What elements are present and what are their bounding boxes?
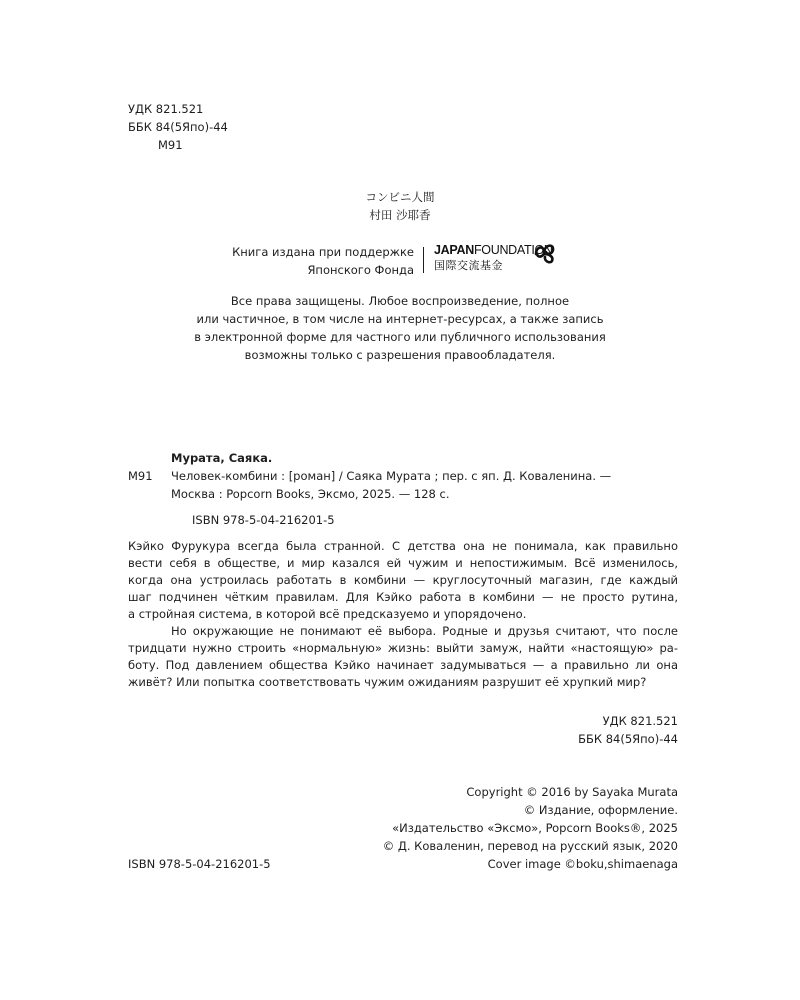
rights-notice (0, 292, 800, 364)
logo-divider (423, 247, 424, 273)
annotation-line: а стройная система, в которой всё предсказуемо и упорядочено. (128, 607, 527, 621)
annotation-line: живёт? Или попытка соответствовать чужим ожиданиям разрушит её хрупкий мир? (128, 675, 647, 689)
bbk-code-right: ББК 84(5Япо)-44 (578, 732, 678, 746)
logo-bold: JAPAN (434, 243, 474, 257)
classification-block (128, 100, 228, 154)
rights-line: в электронной форме для частного или публичного использования (194, 330, 606, 344)
classification-block-right (560, 712, 678, 748)
logo-rest: FOUNDATION (473, 243, 553, 257)
support-note (200, 243, 414, 279)
author-mark: М91 (158, 138, 183, 152)
copyright-line: © Д. Коваленин, перевод на русский язык, 2020 (382, 839, 678, 853)
annotation-line: вести себя в обществе, и мир казался ей чужим и непостижимым. Всё изменилось, (128, 556, 678, 570)
catalog-code: М91 (128, 469, 153, 483)
annotation (128, 538, 678, 691)
japanese-title: コンビニ人間 (365, 190, 435, 204)
support-line-1: Книга издана при поддержке (232, 245, 414, 259)
copyright-line: Copyright © 2016 by Sayaka Murata (466, 785, 678, 799)
logo-japanese: 国際交流基金 (434, 259, 503, 272)
annotation-line: Но окружающие не понимают её выбора. Родные и друзья считают, что после (171, 624, 678, 638)
copyright-block (300, 783, 678, 873)
japan-foundation-mark-icon (532, 242, 558, 264)
rights-line: или частичное, в том числе на интернет-ресурсах, а также запись (196, 312, 604, 326)
japanese-author: 村田 沙耶香 (369, 208, 431, 222)
catalog-description-line: Человек-комбини : [роман] / Саяка Мурата ; пер. с яп. Д. Коваленина. — (171, 469, 612, 483)
bbk-code: ББК 84(5Япо)-44 (128, 120, 228, 134)
original-title-block (0, 188, 800, 224)
udk-code: УДК 821.521 (128, 102, 204, 116)
annotation-line: тридцати нужно строить «нормальную» жизнь: выйти замуж, найти «настоящую» ра- (128, 641, 678, 655)
copyright-line: Cover image ©boku,shimaenaga (487, 857, 678, 871)
japan-foundation-logo (434, 242, 553, 273)
isbn-bottom: ISBN 978-5-04-216201-5 (128, 857, 271, 871)
catalog-isbn: ISBN 978-5-04-216201-5 (192, 513, 335, 527)
annotation-line: боту. Под давлением общества Кэйко начинает задумываться — а правильно ли она (128, 658, 678, 672)
copyright-line: © Издание, оформление. (523, 803, 678, 817)
annotation-line: когда она устроилась работать в комбини — круглосуточный магазин, где каждый (128, 573, 678, 587)
catalog-author: Мурата, Саяка. (171, 451, 273, 465)
copyright-line: «Издательство «Эксмо», Popcorn Books®, 2025 (392, 821, 678, 835)
udk-code-right: УДК 821.521 (602, 714, 678, 728)
annotation-line: Кэйко Фурукура всегда была странной. С детства она не понимала, как правильно (128, 539, 678, 553)
rights-line: Все права защищены. Любое воспроизведение, полное (230, 294, 570, 308)
catalog-description (171, 467, 611, 503)
support-line-2: Японского Фонда (307, 263, 414, 277)
rights-line: возможны только с разрешения правообладателя. (244, 348, 556, 362)
catalog-description-line: Москва : Popcorn Books, Эксмо, 2025. — 128 с. (171, 487, 450, 501)
annotation-line: шаг подчинен чётким правилам. Для Кэйко работа в комбини — не просто рутина, (128, 590, 678, 604)
